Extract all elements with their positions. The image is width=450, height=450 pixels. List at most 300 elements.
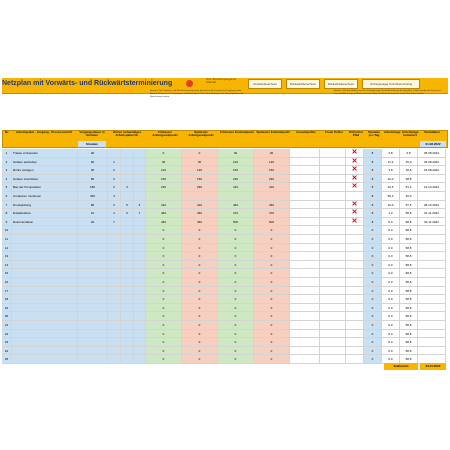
cell-predecessor-1[interactable]: [108, 330, 121, 339]
cell-predecessor-2[interactable]: [121, 149, 134, 158]
cell-latest-end[interactable]: 0: [254, 287, 290, 296]
cell-hours-per-day[interactable]: 8: [364, 183, 382, 192]
cell-date[interactable]: [418, 347, 446, 356]
cell-latest-start[interactable]: 0: [182, 347, 218, 356]
cell-activity[interactable]: Graben zuschütten: [12, 175, 78, 184]
cell-critical[interactable]: [346, 269, 364, 278]
cell-latest-start[interactable]: 0: [182, 252, 218, 261]
cell-critical[interactable]: [346, 175, 364, 184]
cell-free-float[interactable]: [320, 166, 346, 175]
cell-duration[interactable]: 180: [78, 183, 108, 192]
cell-predecessor-3[interactable]: [134, 166, 146, 175]
cell-workdays[interactable]: 10,0: [382, 175, 400, 184]
cell-predecessor-2[interactable]: 3: [121, 183, 134, 192]
cell-critical[interactable]: [346, 252, 364, 261]
cell-date[interactable]: [418, 278, 446, 287]
cell-nr[interactable]: 17: [2, 287, 12, 296]
cell-cumulative[interactable]: 18,8: [400, 166, 418, 175]
cell-hours-per-day[interactable]: 0: [364, 355, 382, 364]
cell-free-float[interactable]: [320, 183, 346, 192]
cell-hours-per-day[interactable]: 0: [364, 244, 382, 253]
cell-predecessor-2[interactable]: 5: [121, 201, 134, 210]
cell-latest-end[interactable]: 150: [254, 166, 290, 175]
cell-earliest-start[interactable]: 460: [146, 218, 182, 227]
cell-predecessor-3[interactable]: [134, 218, 146, 227]
cell-latest-start[interactable]: 0: [182, 149, 218, 158]
cell-nr[interactable]: 11: [2, 235, 12, 244]
cell-earliest-start[interactable]: 230: [146, 183, 182, 192]
cell-predecessor-2[interactable]: [121, 166, 134, 175]
cell-workdays[interactable]: 22,5: [382, 183, 400, 192]
cell-earliest-start[interactable]: 120: [146, 166, 182, 175]
cell-cumulative[interactable]: 3,8: [400, 149, 418, 158]
cell-latest-end[interactable]: 30: [254, 149, 290, 158]
cell-predecessor-2[interactable]: [121, 244, 134, 253]
cell-activity[interactable]: [12, 226, 78, 235]
cell-date[interactable]: 28.10.2022: [418, 201, 446, 210]
cell-workdays[interactable]: 0,0: [382, 355, 400, 364]
cell-predecessor-2[interactable]: [121, 175, 134, 184]
cell-nr[interactable]: 16: [2, 278, 12, 287]
cell-free-float[interactable]: [320, 158, 346, 167]
cell-total-float[interactable]: [290, 252, 320, 261]
cell-hours-per-day[interactable]: 0: [364, 338, 382, 347]
cell-latest-start[interactable]: [182, 192, 218, 201]
cell-critical[interactable]: [346, 201, 364, 210]
cell-activity[interactable]: Graben ausheben: [12, 158, 78, 167]
cell-critical[interactable]: [346, 166, 364, 175]
cell-hours-per-day[interactable]: 0: [364, 287, 382, 296]
cell-predecessor-2[interactable]: [121, 235, 134, 244]
cell-predecessor-3[interactable]: [134, 244, 146, 253]
cell-earliest-end[interactable]: 0: [218, 269, 254, 278]
cell-earliest-start[interactable]: 0: [146, 252, 182, 261]
cell-duration[interactable]: 10: [78, 209, 108, 218]
cell-hours-per-day[interactable]: 0: [364, 347, 382, 356]
cell-workdays[interactable]: 0,0: [382, 226, 400, 235]
cell-duration[interactable]: 80: [78, 201, 108, 210]
cell-earliest-start[interactable]: 0: [146, 244, 182, 253]
cell-earliest-end[interactable]: 0: [218, 235, 254, 244]
cell-activity[interactable]: [12, 295, 78, 304]
cell-predecessor-2[interactable]: [121, 312, 134, 321]
cell-earliest-start[interactable]: 0: [146, 330, 182, 339]
cell-free-float[interactable]: [320, 278, 346, 287]
cell-total-float[interactable]: [290, 295, 320, 304]
cell-latest-start[interactable]: 0: [182, 330, 218, 339]
cell-hours-per-day[interactable]: 0: [364, 312, 382, 321]
cell-duration[interactable]: 30: [78, 149, 108, 158]
cell-hours-per-day[interactable]: 0: [364, 226, 382, 235]
cell-predecessor-3[interactable]: [134, 252, 146, 261]
cell-latest-end[interactable]: [254, 192, 290, 201]
cell-predecessor-3[interactable]: 6: [134, 201, 146, 210]
cell-date[interactable]: 01.11.2022: [418, 209, 446, 218]
cell-free-float[interactable]: [320, 244, 346, 253]
cell-total-float[interactable]: [290, 201, 320, 210]
cell-cumulative[interactable]: 58,8: [400, 295, 418, 304]
cell-latest-end[interactable]: 0: [254, 295, 290, 304]
cell-total-float[interactable]: [290, 330, 320, 339]
cell-earliest-end[interactable]: 0: [218, 312, 254, 321]
cell-latest-start[interactable]: 230: [182, 183, 218, 192]
cell-activity[interactable]: [12, 321, 78, 330]
cell-nr[interactable]: 13: [2, 252, 12, 261]
cell-predecessor-2[interactable]: [121, 158, 134, 167]
cell-earliest-start[interactable]: 0: [146, 287, 182, 296]
cell-workdays[interactable]: 0,0: [382, 347, 400, 356]
cell-latest-start[interactable]: 460: [182, 218, 218, 227]
cell-hours-per-day[interactable]: 8: [364, 209, 382, 218]
cell-cumulative[interactable]: 58,8: [400, 330, 418, 339]
cell-critical[interactable]: [346, 183, 364, 192]
cell-hours-per-day[interactable]: 0: [364, 235, 382, 244]
cell-total-float[interactable]: [290, 304, 320, 313]
cell-predecessor-2[interactable]: [121, 347, 134, 356]
cell-nr[interactable]: 2: [2, 158, 12, 167]
cell-total-float[interactable]: [290, 158, 320, 167]
cell-predecessor-2[interactable]: [121, 278, 134, 287]
cell-latest-end[interactable]: 0: [254, 347, 290, 356]
cell-workdays[interactable]: 56,3: [382, 192, 400, 201]
cell-critical[interactable]: [346, 192, 364, 201]
cell-predecessor-3[interactable]: [134, 158, 146, 167]
cell-predecessor-3[interactable]: [134, 347, 146, 356]
cell-cumulative[interactable]: 58,8: [400, 261, 418, 270]
cell-cumulative[interactable]: 58,8: [400, 235, 418, 244]
cell-nr[interactable]: 5: [2, 183, 12, 192]
cell-nr[interactable]: 14: [2, 261, 12, 270]
cell-workdays[interactable]: 1,3: [382, 209, 400, 218]
cell-duration[interactable]: [78, 244, 108, 253]
cell-latest-end[interactable]: 410: [254, 183, 290, 192]
cell-critical[interactable]: [346, 149, 364, 158]
cell-latest-start[interactable]: 0: [182, 304, 218, 313]
cell-predecessor-3[interactable]: [134, 226, 146, 235]
cell-date[interactable]: [418, 269, 446, 278]
cell-free-float[interactable]: [320, 218, 346, 227]
cell-total-float[interactable]: [290, 287, 320, 296]
cell-date[interactable]: [418, 175, 446, 184]
cell-latest-end[interactable]: 0: [254, 235, 290, 244]
cell-workdays[interactable]: 3,8: [382, 149, 400, 158]
cell-date[interactable]: 05.08.2022: [418, 149, 446, 158]
cell-total-float[interactable]: [290, 192, 320, 201]
cell-predecessor-1[interactable]: [108, 347, 121, 356]
cell-predecessor-1[interactable]: 1: [108, 158, 121, 167]
cell-nr[interactable]: 21: [2, 321, 12, 330]
cell-activity[interactable]: Trasse vorbereiten: [12, 149, 78, 158]
cell-date[interactable]: [418, 261, 446, 270]
cell-earliest-start[interactable]: 0: [146, 321, 182, 330]
cell-workdays[interactable]: 10,0: [382, 201, 400, 210]
cell-duration[interactable]: 80: [78, 175, 108, 184]
cell-latest-start[interactable]: 0: [182, 244, 218, 253]
cell-total-float[interactable]: [290, 321, 320, 330]
cell-latest-end[interactable]: 0: [254, 338, 290, 347]
cell-total-float[interactable]: [290, 355, 320, 364]
cell-cumulative[interactable]: 58,8: [400, 218, 418, 227]
cell-activity[interactable]: Rohre verlegen: [12, 166, 78, 175]
cell-activity[interactable]: [12, 312, 78, 321]
cell-total-float[interactable]: [290, 278, 320, 287]
cell-earliest-end[interactable]: 120: [218, 158, 254, 167]
cell-latest-start[interactable]: 0: [182, 287, 218, 296]
forward-calc-button[interactable]: Vorwärtsberechnen: [248, 79, 282, 89]
cell-predecessor-1[interactable]: [108, 226, 121, 235]
cell-activity[interactable]: [12, 304, 78, 313]
cell-predecessor-3[interactable]: [134, 278, 146, 287]
cell-activity[interactable]: [12, 269, 78, 278]
cell-workdays[interactable]: 5,0: [382, 218, 400, 227]
cell-latest-start[interactable]: 0: [182, 338, 218, 347]
cell-date[interactable]: 09.08.2022: [418, 158, 446, 167]
cell-predecessor-3[interactable]: [134, 355, 146, 364]
cell-duration[interactable]: [78, 304, 108, 313]
cell-activity[interactable]: Druckprüfung: [12, 201, 78, 210]
cell-activity[interactable]: [12, 261, 78, 270]
cell-predecessor-2[interactable]: [121, 338, 134, 347]
cell-duration[interactable]: [78, 235, 108, 244]
cell-hours-per-day[interactable]: 8: [364, 158, 382, 167]
cell-latest-end[interactable]: 0: [254, 355, 290, 364]
cell-latest-start[interactable]: 120: [182, 166, 218, 175]
cell-duration[interactable]: [78, 295, 108, 304]
cell-critical[interactable]: [346, 312, 364, 321]
cell-predecessor-1[interactable]: 7: [108, 218, 121, 227]
cell-earliest-start[interactable]: 0: [146, 269, 182, 278]
cell-activity[interactable]: [12, 355, 78, 364]
cell-latest-end[interactable]: 230: [254, 175, 290, 184]
cell-predecessor-1[interactable]: 4: [108, 209, 121, 218]
cell-hours-per-day[interactable]: 8: [364, 201, 382, 210]
cell-duration[interactable]: [78, 261, 108, 270]
cell-workdays[interactable]: 0,0: [382, 252, 400, 261]
cell-free-float[interactable]: [320, 192, 346, 201]
cell-hours-per-day[interactable]: 0: [364, 330, 382, 339]
cell-earliest-end[interactable]: 0: [218, 330, 254, 339]
cell-earliest-start[interactable]: 0: [146, 312, 182, 321]
cell-earliest-start[interactable]: 0: [146, 304, 182, 313]
cell-total-float[interactable]: [290, 149, 320, 158]
cell-cumulative[interactable]: 58,8: [400, 209, 418, 218]
cell-predecessor-1[interactable]: 2: [108, 183, 121, 192]
cell-free-float[interactable]: [320, 355, 346, 364]
cell-earliest-end[interactable]: 0: [218, 321, 254, 330]
cell-cumulative[interactable]: 58,8: [400, 321, 418, 330]
cell-latest-start[interactable]: 0: [182, 226, 218, 235]
cell-earliest-start[interactable]: [146, 192, 182, 201]
cell-date[interactable]: [418, 321, 446, 330]
cell-activity[interactable]: Bau der Pumpstation: [12, 183, 78, 192]
cell-predecessor-3[interactable]: [134, 175, 146, 184]
cell-free-float[interactable]: [320, 261, 346, 270]
cell-earliest-start[interactable]: 0: [146, 226, 182, 235]
cell-free-float[interactable]: [320, 295, 346, 304]
cell-hours-per-day[interactable]: 0: [364, 295, 382, 304]
cell-earliest-start[interactable]: 410: [146, 201, 182, 210]
cell-workdays[interactable]: 0,0: [382, 321, 400, 330]
cell-critical[interactable]: [346, 338, 364, 347]
cell-nr[interactable]: 1: [2, 149, 12, 158]
cell-duration[interactable]: [78, 347, 108, 356]
cell-duration[interactable]: [78, 287, 108, 296]
cell-latest-end[interactable]: 0: [254, 261, 290, 270]
cell-cumulative[interactable]: 28,8: [400, 175, 418, 184]
cell-latest-end[interactable]: 0: [254, 312, 290, 321]
cell-earliest-end[interactable]: 230: [218, 175, 254, 184]
cell-earliest-end[interactable]: 0: [218, 347, 254, 356]
cell-latest-end[interactable]: 0: [254, 226, 290, 235]
cell-total-float[interactable]: [290, 175, 320, 184]
cell-free-float[interactable]: [320, 201, 346, 210]
cell-earliest-end[interactable]: 0: [218, 252, 254, 261]
cell-predecessor-3[interactable]: [134, 338, 146, 347]
cell-critical[interactable]: [346, 330, 364, 339]
cell-date[interactable]: [418, 226, 446, 235]
cell-critical[interactable]: [346, 261, 364, 270]
cell-nr[interactable]: 15: [2, 269, 12, 278]
cell-free-float[interactable]: [320, 312, 346, 321]
cell-predecessor-1[interactable]: [108, 261, 121, 270]
cell-latest-start[interactable]: 0: [182, 278, 218, 287]
cell-date[interactable]: [418, 338, 446, 347]
cell-predecessor-3[interactable]: [134, 295, 146, 304]
cell-hours-per-day[interactable]: 0: [364, 304, 382, 313]
cell-duration[interactable]: 30: [78, 166, 108, 175]
cell-duration[interactable]: 90: [78, 158, 108, 167]
cell-nr[interactable]: 4: [2, 175, 12, 184]
cell-latest-end[interactable]: 0: [254, 304, 290, 313]
cell-predecessor-2[interactable]: [121, 269, 134, 278]
cell-critical[interactable]: [346, 355, 364, 364]
cell-total-float[interactable]: [290, 312, 320, 321]
cell-cumulative[interactable]: 58,8: [400, 252, 418, 261]
cell-latest-end[interactable]: 0: [254, 269, 290, 278]
cell-latest-end[interactable]: 0: [254, 244, 290, 253]
cell-predecessor-1[interactable]: 3: [108, 175, 121, 184]
cell-predecessor-2[interactable]: [121, 355, 134, 364]
cell-total-float[interactable]: [290, 244, 320, 253]
cell-earliest-end[interactable]: 0: [218, 295, 254, 304]
cell-date[interactable]: 04.11.2022: [418, 218, 446, 227]
cell-workdays[interactable]: 0,0: [382, 312, 400, 321]
cell-duration[interactable]: [78, 226, 108, 235]
cell-nr[interactable]: 7: [2, 201, 12, 210]
cell-critical[interactable]: [346, 209, 364, 218]
cell-predecessor-1[interactable]: 3: [108, 201, 121, 210]
cell-hours-per-day[interactable]: 8: [364, 166, 382, 175]
cell-cumulative[interactable]: 57,5: [400, 201, 418, 210]
cell-predecessor-1[interactable]: [108, 321, 121, 330]
cell-date[interactable]: [418, 252, 446, 261]
cell-latest-end[interactable]: 0: [254, 278, 290, 287]
cell-nr[interactable]: 19: [2, 304, 12, 313]
cell-predecessor-1[interactable]: [108, 355, 121, 364]
cell-predecessor-1[interactable]: [108, 278, 121, 287]
cell-cumulative[interactable]: 58,8: [400, 338, 418, 347]
cell-critical[interactable]: [346, 278, 364, 287]
cell-critical[interactable]: [346, 244, 364, 253]
cell-duration[interactable]: [78, 338, 108, 347]
cell-latest-start[interactable]: 0: [182, 235, 218, 244]
cell-predecessor-3[interactable]: [134, 183, 146, 192]
cell-workdays[interactable]: 0,0: [382, 235, 400, 244]
cell-activity[interactable]: [12, 347, 78, 356]
cell-activity[interactable]: Armaturen montieren: [12, 192, 78, 201]
cell-cumulative[interactable]: 58,8: [400, 269, 418, 278]
cell-earliest-start[interactable]: 0: [146, 149, 182, 158]
cell-latest-start[interactable]: 150: [182, 175, 218, 184]
cell-predecessor-3[interactable]: [134, 321, 146, 330]
cell-earliest-end[interactable]: 0: [218, 304, 254, 313]
cell-free-float[interactable]: [320, 304, 346, 313]
cell-predecessor-2[interactable]: [121, 295, 134, 304]
cell-earliest-start[interactable]: 0: [146, 338, 182, 347]
cell-predecessor-2[interactable]: [121, 304, 134, 313]
cell-predecessor-1[interactable]: [108, 304, 121, 313]
cell-earliest-end[interactable]: 0: [218, 287, 254, 296]
cell-hours-per-day[interactable]: 8: [364, 218, 382, 227]
cell-free-float[interactable]: [320, 149, 346, 158]
cell-predecessor-1[interactable]: [108, 312, 121, 321]
cell-total-float[interactable]: [290, 218, 320, 227]
cell-total-float[interactable]: [290, 261, 320, 270]
cell-latest-start[interactable]: 0: [182, 269, 218, 278]
cell-earliest-end[interactable]: 500: [218, 218, 254, 227]
cell-hours-per-day[interactable]: 8: [364, 149, 382, 158]
cell-nr[interactable]: 12: [2, 244, 12, 253]
cell-earliest-end[interactable]: 0: [218, 278, 254, 287]
cell-cumulative[interactable]: 15,0: [400, 158, 418, 167]
cell-predecessor-2[interactable]: [121, 192, 134, 201]
cell-hours-per-day[interactable]: 8: [364, 175, 382, 184]
cell-predecessor-1[interactable]: [108, 149, 121, 158]
cell-total-float[interactable]: [290, 235, 320, 244]
backward-calc-button[interactable]: Rückwärtsberechnen: [286, 79, 320, 89]
cell-activity[interactable]: [12, 330, 78, 339]
cell-earliest-start[interactable]: 150: [146, 175, 182, 184]
cell-predecessor-1[interactable]: [108, 252, 121, 261]
cell-cumulative[interactable]: 58,8: [400, 244, 418, 253]
cell-earliest-start[interactable]: 0: [146, 347, 182, 356]
cell-free-float[interactable]: [320, 330, 346, 339]
cell-latest-end[interactable]: 460: [254, 201, 290, 210]
cell-cumulative[interactable]: 58,8: [400, 304, 418, 313]
cell-predecessor-3[interactable]: [134, 235, 146, 244]
cell-predecessor-1[interactable]: [108, 287, 121, 296]
cell-workdays[interactable]: 0,0: [382, 338, 400, 347]
cell-critical[interactable]: [346, 295, 364, 304]
cell-earliest-start[interactable]: 0: [146, 278, 182, 287]
cell-date[interactable]: [418, 295, 446, 304]
cell-date[interactable]: [418, 287, 446, 296]
cell-cumulative[interactable]: 58,8: [400, 312, 418, 321]
cell-earliest-start[interactable]: 0: [146, 355, 182, 364]
cell-critical[interactable]: [346, 287, 364, 296]
cell-duration[interactable]: [78, 312, 108, 321]
cell-free-float[interactable]: [320, 235, 346, 244]
cell-predecessor-3[interactable]: 7: [134, 209, 146, 218]
cell-total-float[interactable]: [290, 226, 320, 235]
cell-free-float[interactable]: [320, 287, 346, 296]
cell-cumulative[interactable]: 58,8: [400, 355, 418, 364]
cell-earliest-end[interactable]: 460: [218, 201, 254, 210]
cell-nr[interactable]: 20: [2, 312, 12, 321]
cell-earliest-end[interactable]: 410: [218, 183, 254, 192]
cell-workdays[interactable]: 11,3: [382, 158, 400, 167]
cell-cumulative[interactable]: 58,8: [400, 226, 418, 235]
